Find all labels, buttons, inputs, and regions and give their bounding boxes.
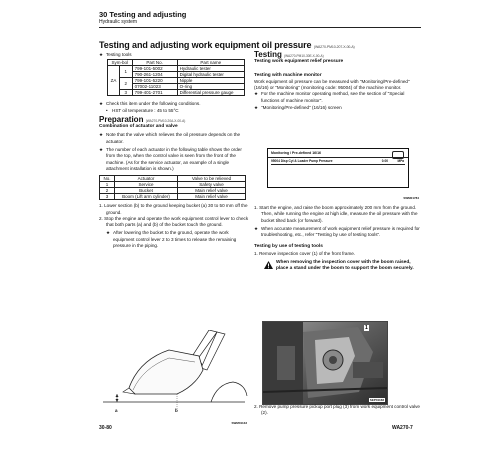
- engine-photo: [262, 321, 388, 405]
- figure-code: SWM01133: [231, 421, 247, 425]
- testing-subtitle: Testing work equipment relief pressure: [254, 59, 344, 65]
- valve-name: Main relief valve: [178, 194, 246, 200]
- figure-label-a: a: [115, 408, 118, 413]
- tools-header-partno: Part No.: [132, 60, 177, 66]
- tools-za-label: ZA: [108, 66, 120, 96]
- testing-title: Testing: [254, 50, 282, 59]
- photo-label-1: 1: [365, 325, 368, 331]
- header-rule: [99, 27, 421, 28]
- tools-group: 2: [120, 78, 133, 90]
- tools-header-symbol: Sym-bol: [108, 60, 133, 66]
- page-title: [99, 40, 355, 50]
- monitor-screen: [267, 148, 409, 188]
- tools-header-partname: Part name: [177, 60, 244, 66]
- subsection-header: Hydraulic system: [99, 19, 138, 25]
- table-row: [108, 90, 245, 96]
- tools-section-title: Testing by use of testing tools: [254, 244, 323, 250]
- valve-actuator: Boom (Lift arm cylinder): [115, 194, 178, 200]
- valve-no: 2: [100, 188, 115, 194]
- bucket-diagram: [99, 330, 249, 427]
- tools-group: 1: [120, 66, 133, 78]
- section-header: 30 Testing and adjusting: [99, 10, 187, 19]
- remove-plug-step: 2. Remove pump pressure pickup port plug (3) from work equipment control valve (2).: [254, 404, 420, 416]
- tools-partname: Hydraulic tester: [177, 66, 244, 72]
- screen-row: [268, 158, 408, 164]
- tools-partno: 790-261-1204: [132, 72, 177, 78]
- screen-value: 0.00: [381, 159, 388, 163]
- screen-figure-code: SWM01784: [403, 196, 419, 200]
- testing-tools-label: ★ Testing tools: [99, 52, 249, 58]
- figure-label-b: b: [175, 408, 178, 413]
- valve-name: Safety valve: [178, 182, 246, 188]
- page-title-code: (WA270-PM10-207-X-00-A): [313, 45, 355, 49]
- step-stop-engine: 2. Stop the engine and operate the work equipment control lever to check that both parts (a) and (b) of the bucket touch the ground.: [99, 215, 249, 228]
- release-pressure-note: ★ After lowering the bucket to the ground, operate the work equipment control lever 2 to 3 times to release the remaining pressure in the piping.: [106, 230, 249, 249]
- tools-partname: Digital hydraulic tester: [177, 72, 244, 78]
- page-number: 30-80: [99, 425, 112, 431]
- screen-unit: MPa: [397, 159, 404, 163]
- valve-header-valve: Valve to be relieved: [178, 176, 246, 182]
- tools-partname: Differential pressure gauge: [177, 90, 244, 96]
- valve-header-no: No.: [100, 176, 115, 182]
- accurate-note: ★ When accurate measurement of work equipment relief pressure is required for troubleshooting, etc., refer "Testing by use of testing tools".: [254, 226, 421, 239]
- start-engine-step: 1. Start the engine, and raise the boom approximately 200 mm from the ground. Then, while running the engine at high idle, measure the oil pressure with the bucket tilted back (or forward).: [254, 205, 418, 223]
- right-column-bottom: [254, 404, 421, 417]
- valve-no: 3: [100, 194, 115, 200]
- tools-partno: 07002-11023: [132, 84, 177, 90]
- tools-table: [107, 59, 245, 96]
- tools-partno: 799-101-5220: [132, 78, 177, 84]
- photo-code: SEP01168: [369, 398, 384, 402]
- table-row: [100, 194, 246, 200]
- page-title-text: Testing and adjusting work equipment oil pressure: [99, 40, 312, 50]
- monitor-note: ★ For the machine monitor operating method, see the section of "Special functions of machine monitor".: [254, 91, 421, 104]
- preparation-title: Preparation: [99, 114, 144, 124]
- right-column: [254, 52, 421, 111]
- valve-name: Main relief valve: [178, 188, 246, 194]
- left-column: [99, 52, 249, 249]
- tools-partno: 799-401-2701: [132, 90, 177, 96]
- tools-partname: Nipple: [177, 78, 244, 84]
- valve-no: 1: [100, 182, 115, 188]
- screen-line-1: Monitoring / Pre-defined 16/16: [268, 149, 408, 158]
- bucket-figure: [99, 330, 249, 427]
- warning-block: [254, 260, 421, 273]
- model-number: WA270-7: [392, 425, 413, 431]
- valve-actuator: Bucket: [115, 188, 178, 194]
- step-lower-section: 1. Lower section (b) to the ground keeping bucket (a) 30 to 50 mm off the ground.: [99, 203, 248, 215]
- monitor-title: Testing with machine monitor: [254, 72, 322, 78]
- valve-actuator: Service: [115, 182, 178, 188]
- warning-text: When removing the inspection cover with the boom raised, place a stand under the boom to support the boom securely.: [276, 260, 414, 272]
- remove-cover-step: 1. Remove inspection cover (1) of the front frame.: [254, 250, 356, 256]
- tools-partname: O-ring: [177, 84, 244, 90]
- actuator-note: ★ Note that the valve which relieves the oil pressure depends on the actuator.: [99, 132, 249, 145]
- tools-group: 3: [120, 90, 133, 96]
- combination-title: Combination of actuator and valve: [99, 124, 178, 130]
- warning-icon: [264, 261, 273, 269]
- tools-partno: 799-101-5002: [132, 66, 177, 72]
- right-column-lower: [254, 205, 421, 273]
- monitor-icon: [392, 151, 404, 159]
- valve-header-actuator: Actuator: [115, 176, 178, 182]
- order-note: ★ The number of each actuator in the following table shows the order from the top, when the control valve is seen from the front of the machine. (As for the service actuator, an example of a single attachment installation is shown.): [99, 147, 249, 172]
- engine-photo-image: [263, 322, 387, 404]
- monitor-figure: [263, 146, 421, 202]
- monitor-screen-label: ★ "Monitoring/Pre-defined" (16/16) screen: [254, 105, 421, 111]
- screen-line-2: 95004 Disp Cyl & Loader Pump Pressure: [271, 159, 333, 163]
- valve-table: [99, 175, 246, 200]
- testing-code: (WA270-PM10-30E-X-00-A): [284, 54, 324, 58]
- preparation-code: (WA270-PM10-20A-X-00-A): [145, 118, 186, 123]
- check-oil-note: ★ Check this item under the following conditions.: [99, 101, 249, 107]
- hst-temp: • HST oil temperature : 45 to 55°C: [106, 108, 249, 114]
- monitor-text: Work equipment oil pressure can be measured with "Monitoring/Pre-defined" (16/16) or "Monitoring" (monitoring code: 95004) of the machine monitor.: [254, 78, 410, 91]
